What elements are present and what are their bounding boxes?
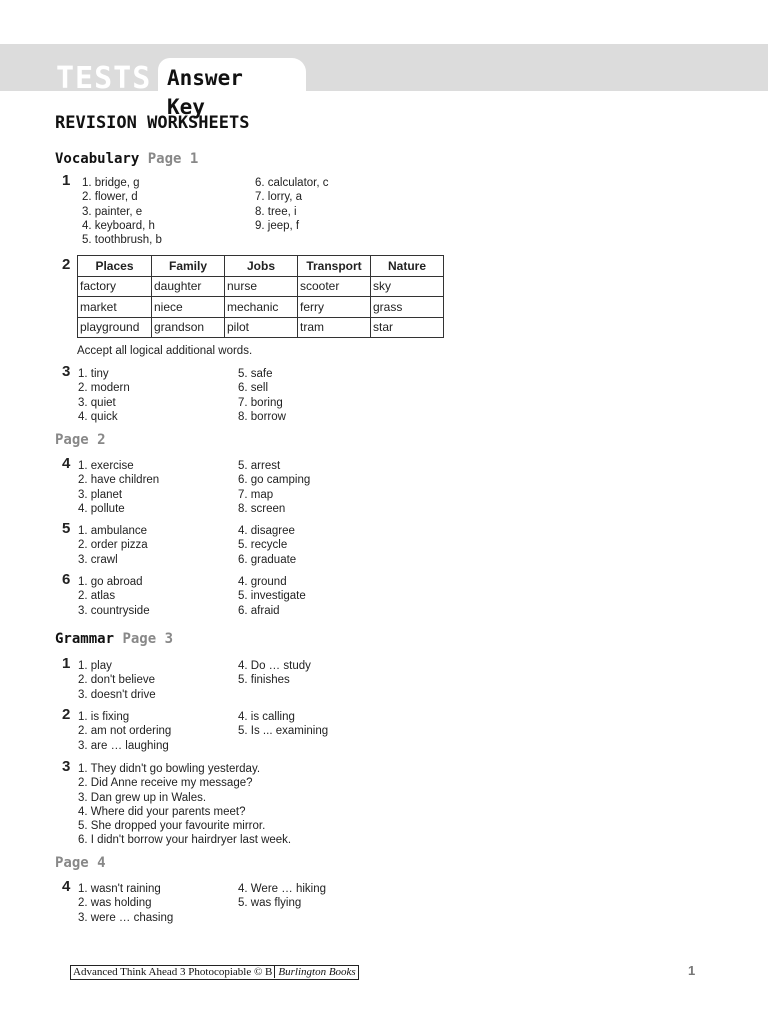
answer-line: 8. screen [238, 502, 286, 515]
vocabulary-table [77, 255, 444, 338]
answer-line: 3. crawl [78, 553, 118, 566]
answer-line: 4. Do … study [238, 660, 311, 672]
table-cell: niece [152, 297, 225, 318]
grammar-ex4-left [78, 882, 173, 925]
grammar-ex1-left [78, 659, 156, 702]
answer-line: 3. were … chasing [78, 911, 174, 924]
vocab-ex5-left [78, 524, 148, 567]
exercise-number: 4 [62, 878, 71, 895]
answer-line: 5. investigate [238, 590, 306, 603]
footer-text: Advanced Think Ahead 3 Photocopiable © B [73, 966, 273, 978]
answer-line: 1. tiny [78, 368, 109, 380]
table-cell: grass [371, 297, 444, 318]
answer-line: 1. wasn't raining [78, 883, 161, 895]
answer-line: 4. disagree [238, 525, 295, 537]
answer-line: 4. Were … hiking [238, 883, 326, 895]
exercise-number: 3 [62, 758, 71, 775]
page-top [0, 0, 768, 44]
column-header: Places [78, 256, 152, 277]
answer-line: 3. painter, e [82, 205, 143, 218]
tests-label: TESTS [56, 61, 152, 96]
table-cell: scooter [298, 276, 371, 297]
exercise-number: 1 [62, 172, 71, 189]
answer-line: 2. was holding [78, 897, 152, 910]
table-cell: nurse [225, 276, 298, 297]
page-number: 1 [688, 963, 696, 978]
exercise-number: 3 [62, 363, 71, 380]
answer-key-label: Answer Key [167, 66, 243, 119]
vocab-ex3-right [238, 367, 286, 424]
page-1-label: Page 1 [147, 151, 199, 167]
answer-line: 6. sell [238, 382, 269, 395]
vocabulary-label: Vocabulary [55, 151, 140, 167]
answer-line: 5. arrest [238, 460, 281, 472]
vocabulary-heading [55, 151, 198, 167]
answer-line: 1. is fixing [78, 711, 130, 723]
grammar-label: Grammar [55, 631, 115, 647]
publisher-logo-text: Burlington Books [274, 966, 355, 978]
page-3-label: Page 3 [122, 631, 174, 647]
column-header: Nature [371, 256, 444, 277]
answer-line: 2. flower, d [82, 191, 138, 204]
footer-copyright [70, 965, 359, 980]
answer-line: 6. afraid [238, 604, 280, 617]
answer-line: 3. doesn't drive [78, 688, 156, 701]
vocab-ex3-left [78, 367, 130, 424]
answer-line: 6. calculator, c [255, 177, 329, 189]
grammar-ex3-lines [78, 762, 291, 848]
answer-line: 4. quick [78, 410, 118, 423]
grammar-ex4-right [238, 882, 326, 911]
table-cell: sky [371, 276, 444, 297]
table-cell: grandson [152, 317, 225, 338]
answer-line: 2. have children [78, 474, 160, 487]
answer-line: 4. pollute [78, 502, 125, 515]
answer-line: 4. keyboard, h [82, 219, 155, 232]
column-header: Transport [298, 256, 371, 277]
exercise-number: 2 [62, 256, 71, 273]
answer-line: 4. ground [238, 576, 287, 588]
answer-line: 3. quiet [78, 396, 116, 409]
answer-line: 7. lorry, a [255, 191, 303, 204]
answer-line: 3. planet [78, 488, 123, 501]
answer-line: 9. jeep, f [255, 219, 300, 232]
answer-line: 1. go abroad [78, 576, 143, 588]
answer-line: 5. safe [238, 368, 273, 380]
table-note: Accept all logical additional words. [77, 345, 253, 357]
table-row [78, 297, 444, 318]
answer-line: 1. play [78, 660, 112, 672]
exercise-number: 2 [62, 706, 71, 723]
vocab-ex6-right [238, 575, 306, 618]
grammar-heading [55, 631, 173, 647]
answer-line: 8. tree, i [255, 205, 297, 218]
table-cell: daughter [152, 276, 225, 297]
answer-line: 3. are … laughing [78, 739, 169, 752]
table-cell: market [78, 297, 152, 318]
exercise-number: 4 [62, 455, 71, 472]
answer-line: 4. is calling [238, 711, 295, 723]
table-cell: star [371, 317, 444, 338]
vocab-ex5-right [238, 524, 296, 567]
exercise-number: 6 [62, 571, 71, 588]
vocab-ex4-right [238, 459, 310, 516]
answer-line: 8. borrow [238, 410, 286, 423]
answer-line: 1. exercise [78, 460, 134, 472]
grammar-ex2-right [238, 710, 328, 739]
table-cell: factory [78, 276, 152, 297]
page-4-label: Page 4 [55, 855, 106, 871]
vocab-ex1-left [82, 176, 162, 247]
column-header: Jobs [225, 256, 298, 277]
table-cell: ferry [298, 297, 371, 318]
table-cell: mechanic [225, 297, 298, 318]
answer-line: 6. I didn't borrow your hairdryer last week. [78, 834, 292, 847]
column-header: Family [152, 256, 225, 277]
table-row [78, 276, 444, 297]
table-cell: playground [78, 317, 152, 338]
table-row [78, 317, 444, 338]
vocab-ex4-left [78, 459, 159, 516]
page-2-label: Page 2 [55, 432, 106, 448]
answer-line: 5. toothbrush, b [82, 234, 162, 247]
answer-line: 1. ambulance [78, 525, 148, 537]
table-cell: pilot [225, 317, 298, 338]
answer-line: 5. Is ... examining [238, 725, 329, 738]
answer-line: 1. They didn't go bowling yesterday. [78, 763, 261, 775]
answer-line: 3. countryside [78, 604, 150, 617]
answer-line: 5. was flying [238, 897, 302, 910]
answer-line: 6. go camping [238, 474, 311, 487]
grammar-ex1-right [238, 659, 311, 688]
answer-line: 6. graduate [238, 553, 297, 566]
answer-line: 4. Where did your parents meet? [78, 805, 246, 818]
answer-line: 2. modern [78, 382, 130, 395]
vocab-ex1-right [255, 176, 329, 233]
vocab-ex6-left [78, 575, 150, 618]
answer-line: 7. map [238, 488, 274, 501]
exercise-number: 5 [62, 520, 71, 537]
exercise-number: 1 [62, 655, 71, 672]
answer-line: 2. atlas [78, 590, 116, 603]
answer-line: 5. She dropped your favourite mirror. [78, 820, 266, 833]
answer-line: 5. finishes [238, 674, 290, 687]
answer-line: 2. am not ordering [78, 725, 172, 738]
table-header-row [78, 256, 444, 277]
answer-line: 2. don't believe [78, 674, 156, 687]
answer-line: 3. Dan grew up in Wales. [78, 791, 207, 804]
answer-line: 2. Did Anne receive my message? [78, 777, 253, 790]
grammar-ex2-left [78, 710, 171, 753]
answer-line: 1. bridge, g [82, 177, 140, 189]
page-title: REVISION WORKSHEETS [55, 113, 250, 133]
answer-line: 7. boring [238, 396, 283, 409]
answer-line: 5. recycle [238, 539, 288, 552]
table-cell: tram [298, 317, 371, 338]
answer-line: 2. order pizza [78, 539, 148, 552]
